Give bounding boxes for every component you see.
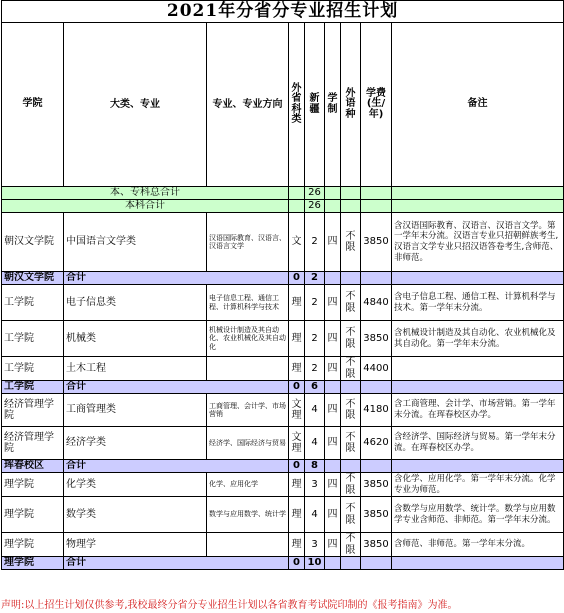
table-row [2,321,564,357]
notes-cell: 含化学、应用化学。第一学年末分流。化学专业为师范。 [392,473,564,497]
subtotal-tuition [361,460,392,473]
duration-cell: 四 [325,497,341,533]
subtotal-row [2,272,564,285]
notes-cell: 含经济学、国际经济与贸易。第一学年末分流。在珲春校区办学。 [392,427,564,460]
totals-label: 本、专科总合计 [2,187,289,200]
table-row [2,473,564,497]
subtotal-college: 珲春校区 [2,460,64,473]
notes-cell: 含工商管理、会计学、市场营销。第一学年末分流。在珲春校区办学。 [392,394,564,427]
table-row [2,394,564,427]
subtotal-tuition [361,381,392,394]
totals-xinjiang: 26 [305,187,325,200]
subtotal-row [2,557,564,570]
header-language: 外语种 [341,23,361,187]
header-category: 大类、专业 [64,23,207,187]
college-cell: 理学院 [2,497,64,533]
direction-cell [207,357,289,381]
college-cell: 经济管理学院 [2,427,64,460]
header-tuition: 学费(生/年) [361,23,392,187]
enrollment-plan-sheet [1,0,563,611]
language-cell: 不限 [341,394,361,427]
tuition-cell: 3850 [361,473,392,497]
subtotal-xinjiang: 6 [305,381,325,394]
totals-notes [392,187,564,200]
tuition-cell: 4400 [361,357,392,381]
totals-duration [325,200,341,213]
subtotal-notes [392,460,564,473]
language-cell: 不限 [341,321,361,357]
direction-cell [207,533,289,557]
duration-cell: 四 [325,321,341,357]
category-cell: 机械类 [64,321,207,357]
disclaimer-text: 声明:以上招生计划仅供参考,我校最终分省分专业招生计划以各省教育考试院印制的《报考指南》为准。 [1,600,458,611]
enrollment-plan-table [1,0,564,570]
college-cell: 朝汉文学院 [2,213,64,272]
table-row [2,497,564,533]
college-cell: 工学院 [2,357,64,381]
xinjiang-cell: 2 [305,285,325,321]
type-cell: 文 [289,213,305,272]
college-cell: 经济管理学院 [2,394,64,427]
direction-cell: 汉语国际教育、汉语言、汉语言文学 [207,213,289,272]
table-row [2,357,564,381]
tuition-cell: 3850 [361,533,392,557]
subtotal-label: 合计 [64,381,289,394]
totals-type [289,187,305,200]
xinjiang-cell: 3 [305,473,325,497]
totals-type [289,200,305,213]
subtotal-notes [392,272,564,285]
notes-cell: 含电子信息工程、通信工程、计算机科学与技术。第一学年末分流。 [392,285,564,321]
category-cell: 土木工程 [64,357,207,381]
subtotal-college: 工学院 [2,381,64,394]
subtotal-label: 合计 [64,460,289,473]
subtotal-tuition [361,272,392,285]
duration-cell: 四 [325,285,341,321]
xinjiang-cell: 2 [305,213,325,272]
subtotal-type: 0 [289,557,305,570]
subtotal-language [341,272,361,285]
type-cell: 理 [289,533,305,557]
table-row [2,427,564,460]
language-cell: 不限 [341,533,361,557]
subtotal-duration [325,272,341,285]
category-cell: 数学类 [64,497,207,533]
table-title: 2021年分省分专业招生计划 [2,1,564,23]
duration-cell: 四 [325,427,341,460]
tuition-cell: 4180 [361,394,392,427]
type-cell: 文理 [289,427,305,460]
category-cell: 经济学类 [64,427,207,460]
header-row [2,23,564,187]
category-cell: 化学类 [64,473,207,497]
duration-cell: 四 [325,213,341,272]
duration-cell: 四 [325,533,341,557]
totals-language [341,187,361,200]
totals-tuition [361,200,392,213]
header-duration: 学制 [325,23,341,187]
language-cell: 不限 [341,285,361,321]
subtotal-type: 0 [289,272,305,285]
subtotal-row [2,460,564,473]
language-cell: 不限 [341,497,361,533]
tuition-cell: 3850 [361,497,392,533]
subtotal-tuition [361,557,392,570]
xinjiang-cell: 4 [305,427,325,460]
notes-cell: 含机械设计制造及其自动化、农业机械化及其自动化。第一学年末分流。 [392,321,564,357]
language-cell: 不限 [341,213,361,272]
notes-cell: 含汉语国际教育、汉语言、汉语言文学。第一学年末分流。汉语言专业只招朝鲜族考生,汉语言文学专业只招汉语答卷考生,含师范、非师范。 [392,213,564,272]
tuition-cell: 4620 [361,427,392,460]
table-row [2,285,564,321]
subtotal-label: 合计 [64,557,289,570]
title-row [2,1,564,23]
college-cell: 工学院 [2,321,64,357]
notes-cell: 含数学与应用数学、统计学。数学与应用数学专业含师范、非师范。第一学年末分流。 [392,497,564,533]
language-cell: 不限 [341,357,361,381]
totals-tuition [361,187,392,200]
notes-cell [392,357,564,381]
subtotal-xinjiang: 8 [305,460,325,473]
subtotal-language [341,557,361,570]
category-cell: 电子信息类 [64,285,207,321]
xinjiang-cell: 4 [305,394,325,427]
subtotal-label: 合计 [64,272,289,285]
xinjiang-cell: 3 [305,533,325,557]
xinjiang-cell: 4 [305,497,325,533]
subtotal-notes [392,557,564,570]
xinjiang-cell: 2 [305,321,325,357]
duration-cell: 四 [325,394,341,427]
subtotal-type: 0 [289,381,305,394]
totals-language [341,200,361,213]
direction-cell: 电子信息工程、通信工程、计算机科学与技术 [207,285,289,321]
subtotal-duration [325,460,341,473]
subtotal-xinjiang: 10 [305,557,325,570]
totals-xinjiang: 26 [305,200,325,213]
duration-cell: 四 [325,473,341,497]
category-cell: 工商管理类 [64,394,207,427]
subtotal-row [2,381,564,394]
subtotal-college: 理学院 [2,557,64,570]
subtotal-notes [392,381,564,394]
type-cell: 理 [289,497,305,533]
subtotal-language [341,460,361,473]
type-cell: 理 [289,285,305,321]
direction-cell: 机械设计制造及其自动化、农业机械化及其自动化 [207,321,289,357]
subtotal-language [341,381,361,394]
subtotal-xinjiang: 2 [305,272,325,285]
type-cell: 文理 [289,394,305,427]
notes-cell: 含师范、非师范。第一学年末分流。 [392,533,564,557]
subtotal-duration [325,557,341,570]
header-foreign-province-type: 外省科类 [289,23,305,187]
type-cell: 理 [289,473,305,497]
subtotal-duration [325,381,341,394]
direction-cell: 数学与应用数学、统计学 [207,497,289,533]
tuition-cell: 3850 [361,321,392,357]
xinjiang-cell: 2 [305,357,325,381]
totals-duration [325,187,341,200]
totals-notes [392,200,564,213]
subtotal-type: 0 [289,460,305,473]
header-college: 学院 [2,23,64,187]
header-direction: 专业、专业方向 [207,23,289,187]
category-cell: 中国语言文学类 [64,213,207,272]
college-cell: 工学院 [2,285,64,321]
category-cell: 物理学 [64,533,207,557]
totals-label: 本科合计 [2,200,289,213]
header-xinjiang: 新疆 [305,23,325,187]
tuition-cell: 4840 [361,285,392,321]
college-cell: 理学院 [2,473,64,497]
header-notes: 备注 [392,23,564,187]
direction-cell: 经济学、国际经济与贸易 [207,427,289,460]
duration-cell: 四 [325,357,341,381]
language-cell: 不限 [341,427,361,460]
type-cell: 理 [289,321,305,357]
language-cell: 不限 [341,473,361,497]
direction-cell: 工商管理、会计学、市场营销 [207,394,289,427]
subtotal-college: 朝汉文学院 [2,272,64,285]
totals-row [2,187,564,200]
totals-row [2,200,564,213]
college-cell: 理学院 [2,533,64,557]
table-row [2,213,564,272]
type-cell: 理 [289,357,305,381]
tuition-cell: 3850 [361,213,392,272]
table-row [2,533,564,557]
direction-cell: 化学、应用化学 [207,473,289,497]
